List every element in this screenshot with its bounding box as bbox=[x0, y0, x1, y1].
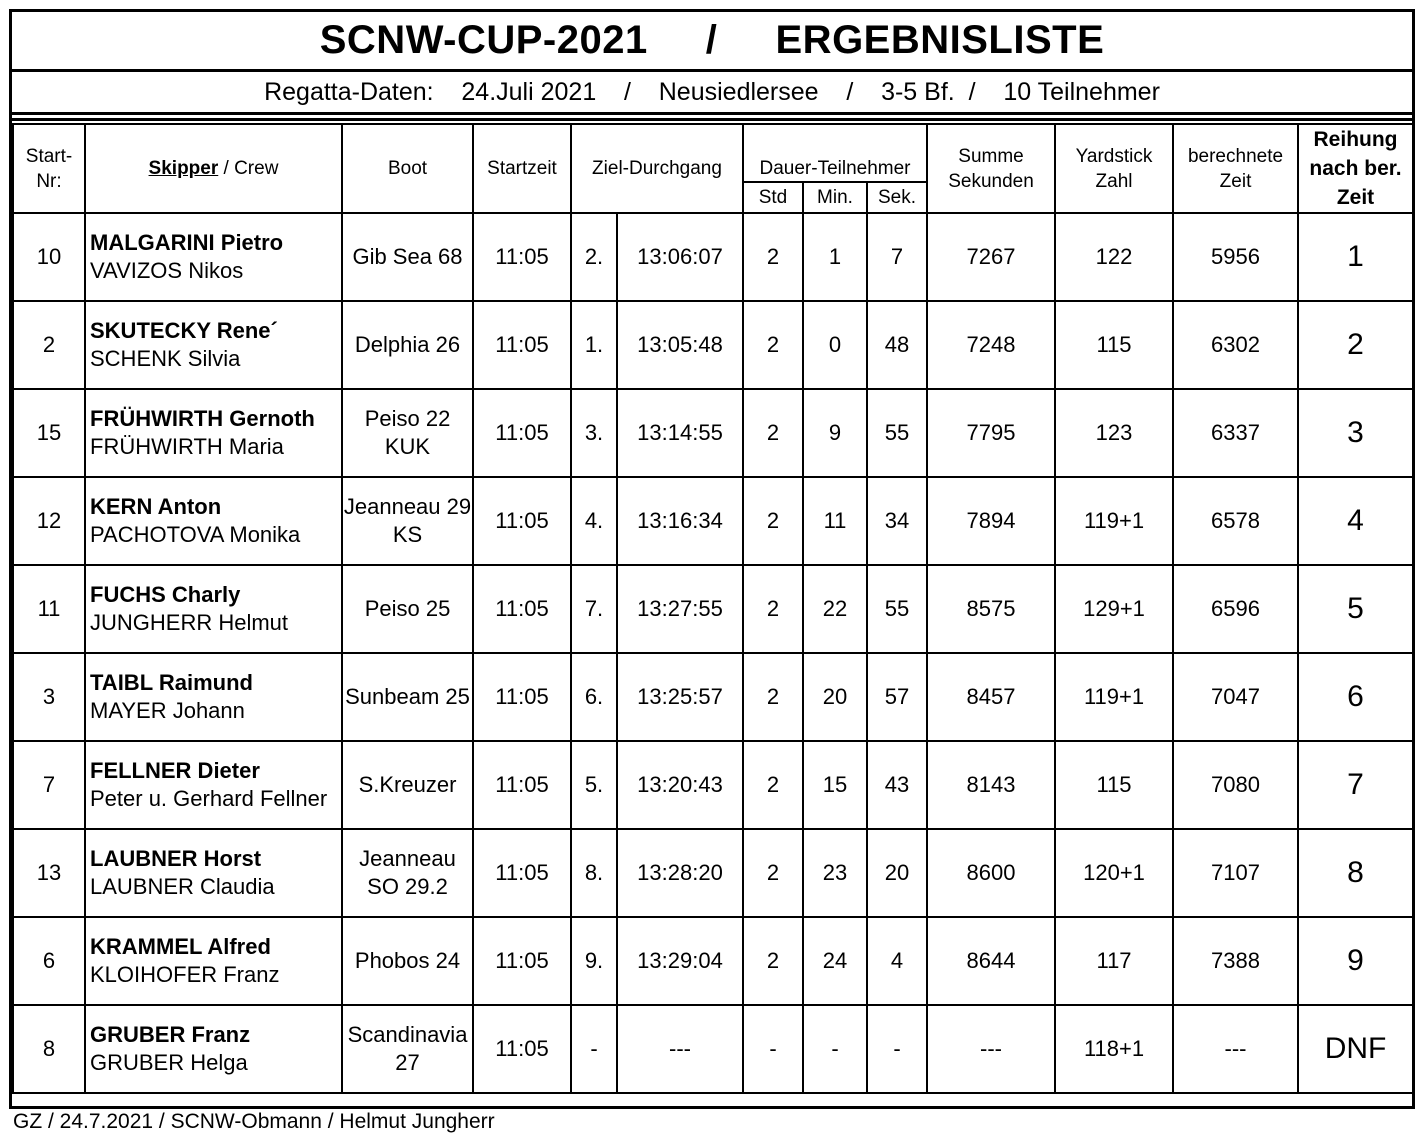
header-min: Min. bbox=[803, 182, 867, 213]
berechnete-cell: 6337 bbox=[1173, 389, 1298, 477]
summe-cell: 8644 bbox=[927, 917, 1055, 1005]
boot-cell: Jeanneau SO 29.2 bbox=[342, 829, 473, 917]
header-boot: Boot bbox=[342, 124, 473, 213]
startzeit-cell: 11:05 bbox=[473, 653, 571, 741]
yardstick-cell: 118+1 bbox=[1055, 1005, 1173, 1093]
start-nr-cell: 3 bbox=[13, 653, 85, 741]
sek-cell: 55 bbox=[867, 565, 927, 653]
std-cell: - bbox=[743, 1005, 803, 1093]
skipper-name: FRÜHWIRTH Gernoth bbox=[90, 406, 315, 431]
std-cell: 2 bbox=[743, 741, 803, 829]
min-cell: 1 bbox=[803, 213, 867, 301]
crew-name: KLOIHOFER Franz bbox=[90, 962, 280, 987]
table-row bbox=[13, 741, 1413, 829]
berechnete-cell: 6302 bbox=[1173, 301, 1298, 389]
startzeit-cell: 11:05 bbox=[473, 1005, 571, 1093]
berechnete-cell: --- bbox=[1173, 1005, 1298, 1093]
boot-cell: Sunbeam 25 bbox=[342, 653, 473, 741]
yardstick-cell: 119+1 bbox=[1055, 653, 1173, 741]
std-cell: 2 bbox=[743, 301, 803, 389]
ziel-time-cell: 13:25:57 bbox=[617, 653, 743, 741]
yardstick-cell: 129+1 bbox=[1055, 565, 1173, 653]
start-nr-cell: 12 bbox=[13, 477, 85, 565]
page-title bbox=[12, 12, 1412, 69]
header-yardstick: Yardstick Zahl bbox=[1055, 124, 1173, 213]
skipper-name: MALGARINI Pietro bbox=[90, 230, 284, 255]
ziel-place-cell: - bbox=[571, 1005, 617, 1093]
summe-cell: 8457 bbox=[927, 653, 1055, 741]
ziel-place-cell: 2. bbox=[571, 213, 617, 301]
crew-name: GRUBER Helga bbox=[90, 1050, 248, 1075]
sek-cell: 34 bbox=[867, 477, 927, 565]
sek-cell: 43 bbox=[867, 741, 927, 829]
skipper-cell bbox=[85, 1005, 342, 1093]
summe-cell: 8600 bbox=[927, 829, 1055, 917]
min-cell: 11 bbox=[803, 477, 867, 565]
min-cell: 0 bbox=[803, 301, 867, 389]
berechnete-cell: 6596 bbox=[1173, 565, 1298, 653]
start-nr-cell: 13 bbox=[13, 829, 85, 917]
title-left: SCNW-CUP-2021 bbox=[319, 18, 648, 62]
start-nr-cell: 10 bbox=[13, 213, 85, 301]
ziel-place-cell: 7. bbox=[571, 565, 617, 653]
boot-cell: Peiso 22 KUK bbox=[342, 389, 473, 477]
startzeit-cell: 11:05 bbox=[473, 301, 571, 389]
ziel-time-cell: 13:20:43 bbox=[617, 741, 743, 829]
std-cell: 2 bbox=[743, 565, 803, 653]
rank-cell: 9 bbox=[1298, 917, 1413, 1005]
summe-cell: 7248 bbox=[927, 301, 1055, 389]
rank-cell: 6 bbox=[1298, 653, 1413, 741]
berechnete-cell: 7047 bbox=[1173, 653, 1298, 741]
skipper-cell bbox=[85, 213, 342, 301]
berechnete-cell: 7107 bbox=[1173, 829, 1298, 917]
startzeit-cell: 11:05 bbox=[473, 917, 571, 1005]
table-row bbox=[13, 565, 1413, 653]
summe-cell: 8143 bbox=[927, 741, 1055, 829]
table-row bbox=[13, 829, 1413, 917]
crew-name: PACHOTOVA Monika bbox=[90, 522, 301, 547]
crew-name: JUNGHERR Helmut bbox=[90, 610, 289, 635]
skipper-name: FELLNER Dieter bbox=[90, 758, 260, 783]
startzeit-cell: 11:05 bbox=[473, 829, 571, 917]
table-row bbox=[13, 301, 1413, 389]
yardstick-cell: 122 bbox=[1055, 213, 1173, 301]
ziel-time-cell: 13:16:34 bbox=[617, 477, 743, 565]
std-cell: 2 bbox=[743, 477, 803, 565]
start-nr-cell: 7 bbox=[13, 741, 85, 829]
ziel-place-cell: 3. bbox=[571, 389, 617, 477]
sek-cell: 7 bbox=[867, 213, 927, 301]
yardstick-cell: 120+1 bbox=[1055, 829, 1173, 917]
sek-cell: 20 bbox=[867, 829, 927, 917]
min-cell: 24 bbox=[803, 917, 867, 1005]
skipper-cell bbox=[85, 917, 342, 1005]
berechnete-cell: 7388 bbox=[1173, 917, 1298, 1005]
ziel-time-cell: 13:05:48 bbox=[617, 301, 743, 389]
table-row bbox=[13, 1005, 1413, 1093]
header-row bbox=[13, 124, 1413, 182]
yardstick-cell: 115 bbox=[1055, 741, 1173, 829]
crew-name: FRÜHWIRTH Maria bbox=[90, 434, 284, 459]
crew-name: LAUBNER Claudia bbox=[90, 874, 275, 899]
ziel-time-cell: --- bbox=[617, 1005, 743, 1093]
summe-cell: 7894 bbox=[927, 477, 1055, 565]
berechnete-cell: 5956 bbox=[1173, 213, 1298, 301]
start-nr-cell: 15 bbox=[13, 389, 85, 477]
std-cell: 2 bbox=[743, 829, 803, 917]
header-skipper-crew bbox=[85, 124, 342, 213]
startzeit-cell: 11:05 bbox=[473, 213, 571, 301]
startzeit-cell: 11:05 bbox=[473, 389, 571, 477]
boot-cell: Jeanneau 29 KS bbox=[342, 477, 473, 565]
berechnete-cell: 7080 bbox=[1173, 741, 1298, 829]
boot-cell: S.Kreuzer bbox=[342, 741, 473, 829]
ziel-place-cell: 6. bbox=[571, 653, 617, 741]
skipper-cell bbox=[85, 477, 342, 565]
skipper-cell bbox=[85, 829, 342, 917]
std-cell: 2 bbox=[743, 389, 803, 477]
results-table bbox=[12, 123, 1414, 1094]
min-cell: - bbox=[803, 1005, 867, 1093]
start-nr-cell: 11 bbox=[13, 565, 85, 653]
rank-cell: 4 bbox=[1298, 477, 1413, 565]
summe-cell: 7267 bbox=[927, 213, 1055, 301]
skipper-name: KRAMMEL Alfred bbox=[90, 934, 271, 959]
start-nr-cell: 2 bbox=[13, 301, 85, 389]
min-cell: 9 bbox=[803, 389, 867, 477]
ziel-place-cell: 1. bbox=[571, 301, 617, 389]
rank-cell: 7 bbox=[1298, 741, 1413, 829]
skipper-name: GRUBER Franz bbox=[90, 1022, 251, 1047]
sek-cell: 48 bbox=[867, 301, 927, 389]
skipper-cell bbox=[85, 301, 342, 389]
header-berechnete: berechnete Zeit bbox=[1173, 124, 1298, 213]
ziel-time-cell: 13:28:20 bbox=[617, 829, 743, 917]
skipper-name: TAIBL Raimund bbox=[90, 670, 253, 695]
crew-name: Peter u. Gerhard Fellner bbox=[90, 786, 328, 811]
boot-cell: Phobos 24 bbox=[342, 917, 473, 1005]
startzeit-cell: 11:05 bbox=[473, 565, 571, 653]
header-sek: Sek. bbox=[867, 182, 927, 213]
std-cell: 2 bbox=[743, 917, 803, 1005]
ziel-place-cell: 4. bbox=[571, 477, 617, 565]
boot-cell: Gib Sea 68 bbox=[342, 213, 473, 301]
header-dauer: Dauer-Teilnehmer bbox=[743, 124, 927, 182]
table-row bbox=[13, 477, 1413, 565]
min-cell: 20 bbox=[803, 653, 867, 741]
berechnete-cell: 6578 bbox=[1173, 477, 1298, 565]
sek-cell: 55 bbox=[867, 389, 927, 477]
title-right: ERGEBNISLISTE bbox=[775, 18, 1105, 62]
table-row bbox=[13, 389, 1413, 477]
min-cell: 22 bbox=[803, 565, 867, 653]
header-std: Std bbox=[743, 182, 803, 213]
title-separator: / bbox=[705, 18, 718, 62]
boot-cell: Delphia 26 bbox=[342, 301, 473, 389]
min-cell: 23 bbox=[803, 829, 867, 917]
summe-cell: 8575 bbox=[927, 565, 1055, 653]
yardstick-cell: 119+1 bbox=[1055, 477, 1173, 565]
min-cell: 15 bbox=[803, 741, 867, 829]
rank-cell: 2 bbox=[1298, 301, 1413, 389]
header-summe: Summe Sekunden bbox=[927, 124, 1055, 213]
rank-cell: 5 bbox=[1298, 565, 1413, 653]
skipper-name: KERN Anton bbox=[90, 494, 222, 519]
header-crew: / Crew bbox=[218, 158, 279, 179]
startzeit-cell: 11:05 bbox=[473, 741, 571, 829]
rank-cell: 1 bbox=[1298, 213, 1413, 301]
regatta-subtitle: Regatta-Daten: 24.Juli 2021 / Neusiedlersee / 3-5 Bf. / 10 Teilnehmer bbox=[264, 77, 1160, 106]
header-skipper: Skipper bbox=[148, 158, 219, 179]
header-start-nr: Start- Nr: bbox=[13, 124, 85, 213]
boot-cell: Scandinavia 27 bbox=[342, 1005, 473, 1093]
skipper-name: LAUBNER Horst bbox=[90, 846, 262, 871]
ziel-place-cell: 8. bbox=[571, 829, 617, 917]
footer-note: GZ / 24.7.2021 / SCNW-Obmann / Helmut Jungherr bbox=[13, 1110, 495, 1133]
ziel-time-cell: 13:14:55 bbox=[617, 389, 743, 477]
crew-name: SCHENK Silvia bbox=[90, 346, 241, 371]
startzeit-cell: 11:05 bbox=[473, 477, 571, 565]
summe-cell: --- bbox=[927, 1005, 1055, 1093]
start-nr-cell: 6 bbox=[13, 917, 85, 1005]
std-cell: 2 bbox=[743, 653, 803, 741]
start-nr-cell: 8 bbox=[13, 1005, 85, 1093]
table-row bbox=[13, 213, 1413, 301]
ziel-time-cell: 13:06:07 bbox=[617, 213, 743, 301]
skipper-cell bbox=[85, 389, 342, 477]
skipper-cell bbox=[85, 565, 342, 653]
subtitle-divider-2 bbox=[12, 118, 1412, 121]
ziel-place-cell: 9. bbox=[571, 917, 617, 1005]
yardstick-cell: 115 bbox=[1055, 301, 1173, 389]
subtitle-divider bbox=[12, 112, 1412, 115]
skipper-cell bbox=[85, 741, 342, 829]
header-reihung: Reihung nach ber. Zeit bbox=[1298, 124, 1413, 213]
yardstick-cell: 117 bbox=[1055, 917, 1173, 1005]
header-startzeit: Startzeit bbox=[473, 124, 571, 213]
rank-cell: 8 bbox=[1298, 829, 1413, 917]
ziel-time-cell: 13:29:04 bbox=[617, 917, 743, 1005]
ziel-place-cell: 5. bbox=[571, 741, 617, 829]
rank-cell: DNF bbox=[1298, 1005, 1413, 1093]
skipper-cell bbox=[85, 653, 342, 741]
boot-cell: Peiso 25 bbox=[342, 565, 473, 653]
table-row bbox=[13, 917, 1413, 1005]
summe-cell: 7795 bbox=[927, 389, 1055, 477]
sek-cell: 4 bbox=[867, 917, 927, 1005]
crew-name: VAVIZOS Nikos bbox=[90, 258, 244, 283]
sek-cell: 57 bbox=[867, 653, 927, 741]
skipper-name: FUCHS Charly bbox=[90, 582, 241, 607]
header-ziel: Ziel-Durchgang bbox=[571, 124, 743, 213]
sek-cell: - bbox=[867, 1005, 927, 1093]
yardstick-cell: 123 bbox=[1055, 389, 1173, 477]
rank-cell: 3 bbox=[1298, 389, 1413, 477]
ziel-time-cell: 13:27:55 bbox=[617, 565, 743, 653]
std-cell: 2 bbox=[743, 213, 803, 301]
table-row bbox=[13, 653, 1413, 741]
skipper-name: SKUTECKY Rene´ bbox=[90, 318, 278, 343]
crew-name: MAYER Johann bbox=[90, 698, 245, 723]
